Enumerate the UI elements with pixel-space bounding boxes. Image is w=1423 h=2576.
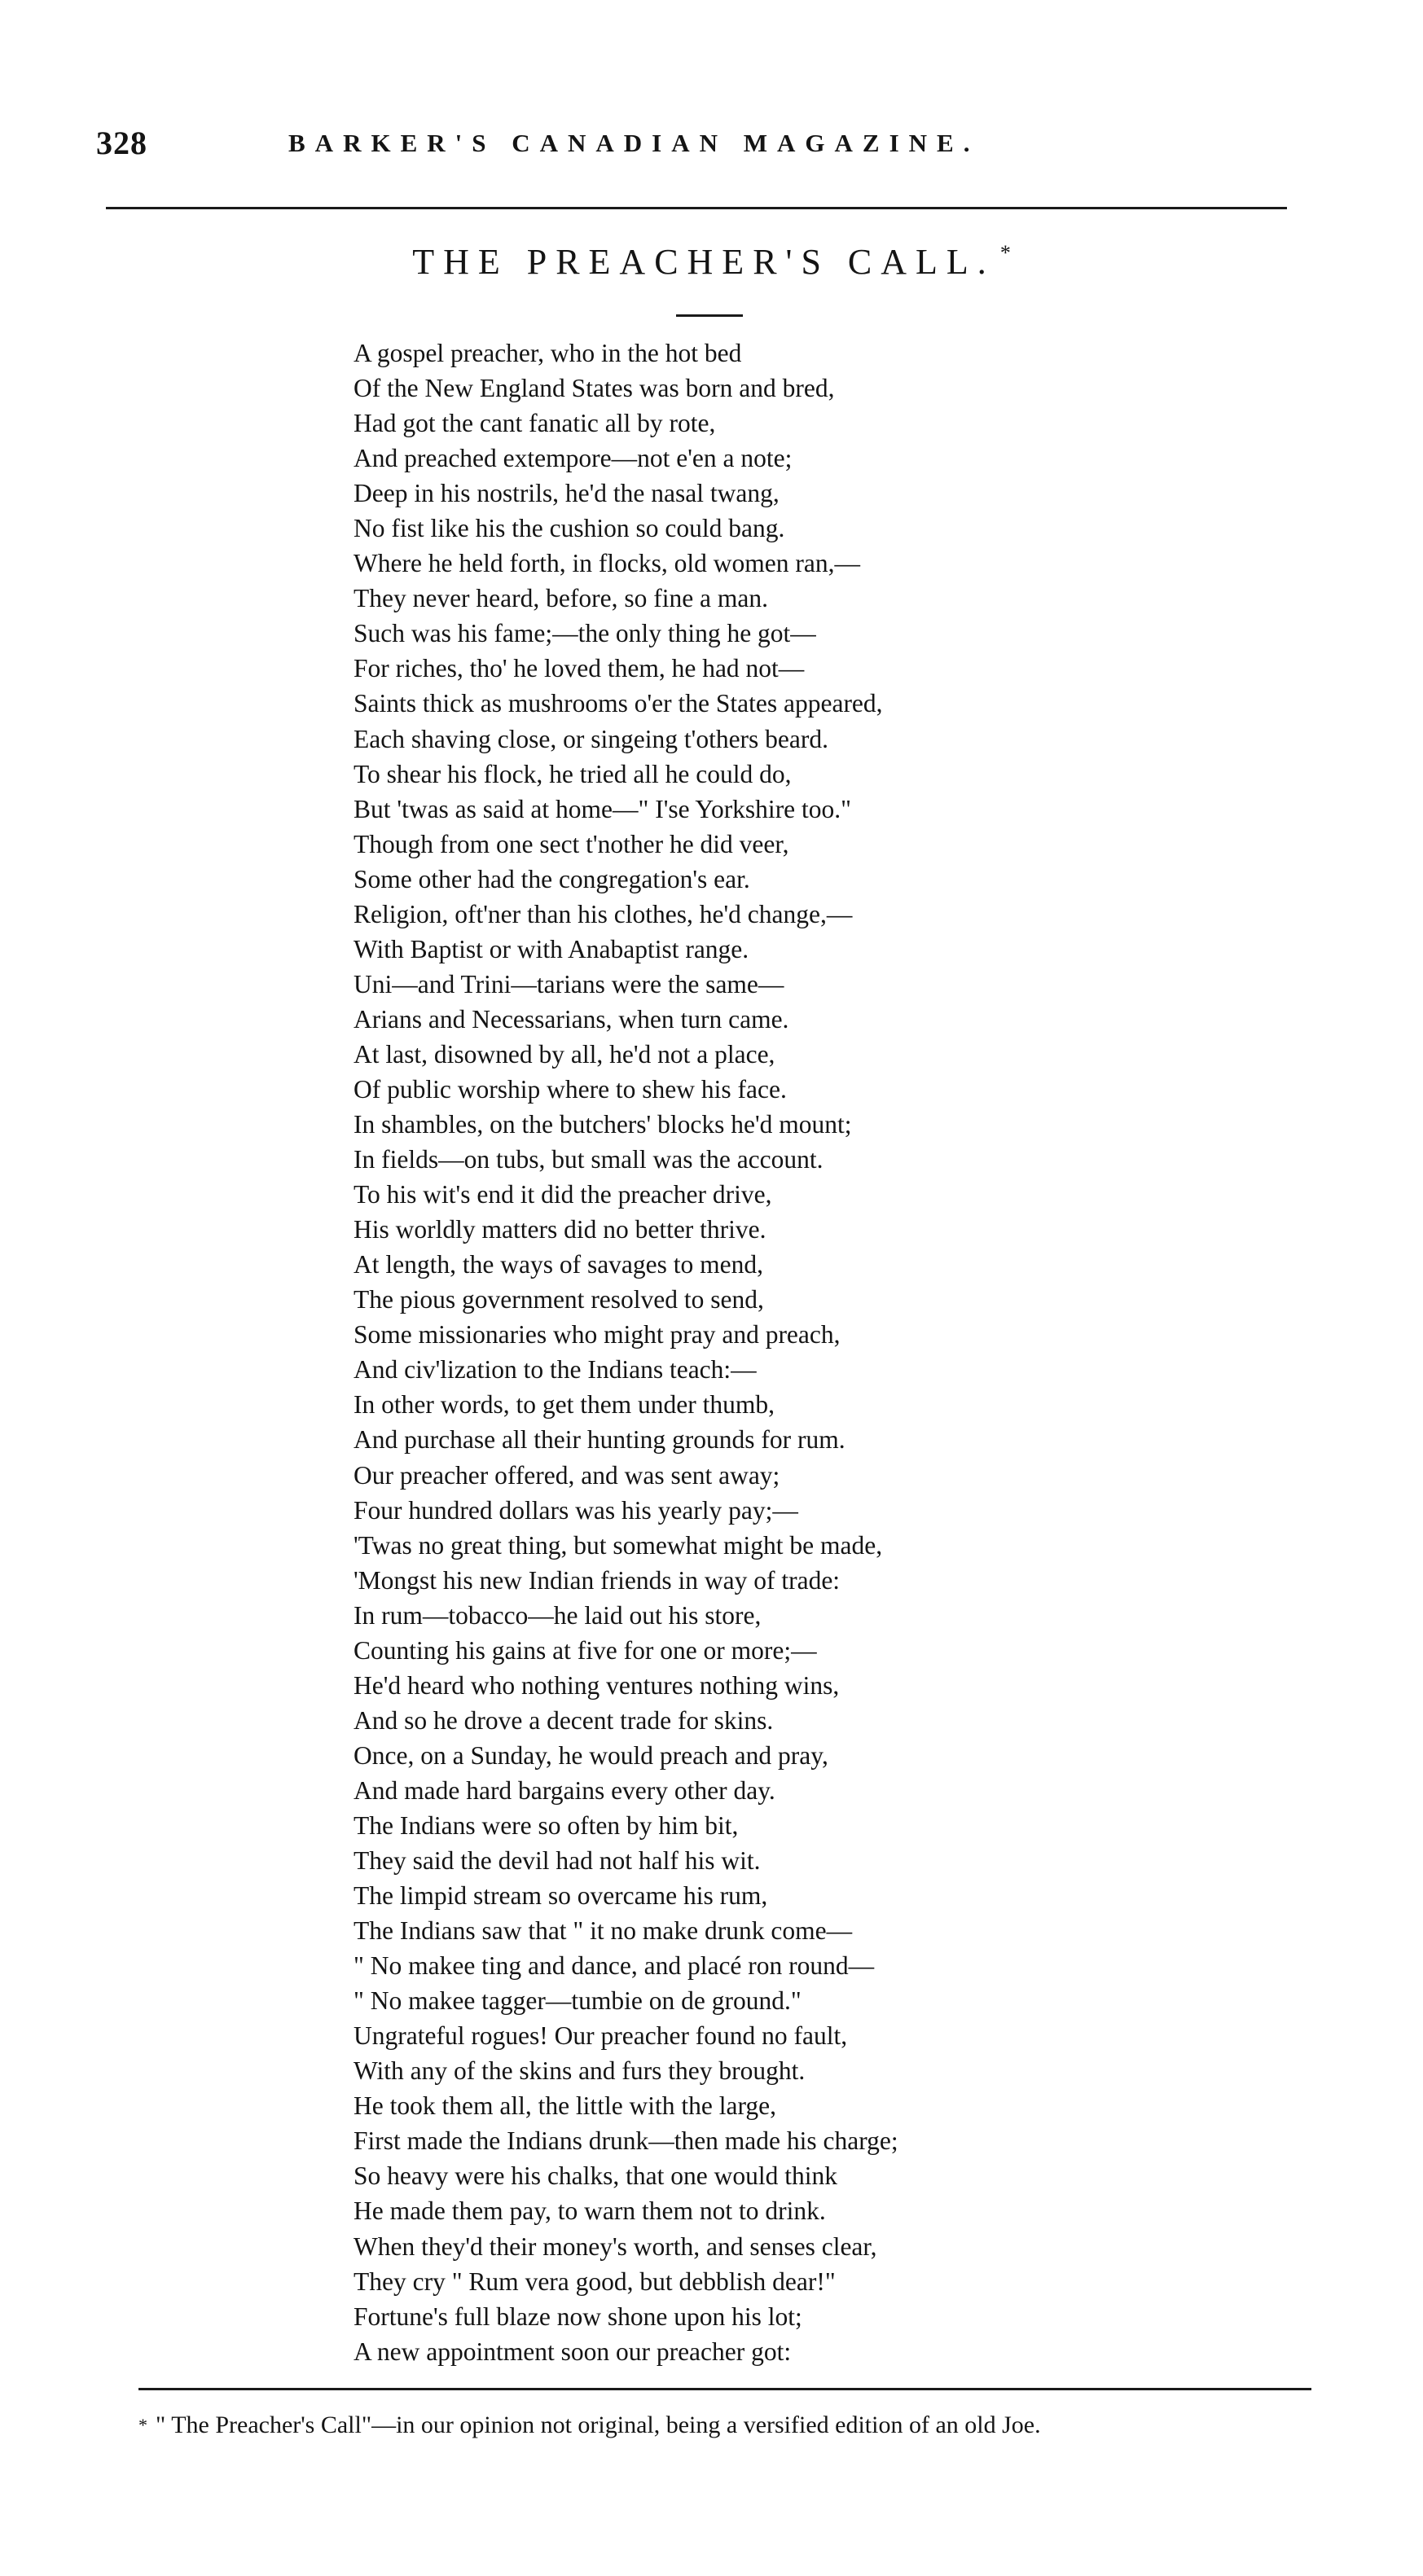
poem-line: The Indians saw that " it no make drunk come— — [354, 1916, 853, 1946]
poem-line: Where he held forth, in flocks, old women ran,— — [354, 549, 860, 578]
poem-line: Counting his gains at five for one or more;— — [354, 1635, 817, 1665]
poem-line: Arians and Necessarians, when turn came. — [354, 1004, 789, 1033]
footnote-mark: * — [138, 2415, 147, 2435]
poem-line: " No makee ting and dance, and placé ron round— — [354, 1951, 875, 1981]
poem-line: A gospel preacher, who in the hot bed — [354, 339, 742, 367]
poem-line: With Baptist or with Anabaptist range. — [354, 934, 749, 963]
poem-line: He made them pay, to warn them not to drink. — [354, 2196, 826, 2226]
poem-line: To shear his flock, he tried all he could do, — [354, 759, 792, 788]
poem-line: Of the New England States was born and bred, — [354, 374, 835, 403]
poem-line: Once, on a Sunday, he would preach and pray, — [354, 1740, 828, 1770]
poem-line: Uni—and Trini—tarians were the same— — [354, 969, 784, 998]
poem-line: " No makee tagger—tumbie on de ground." — [354, 1986, 802, 2016]
poem-line: With any of the skins and furs they brought. — [354, 2056, 806, 2086]
poem-line: Ungrateful rogues! Our preacher found no fault, — [354, 2021, 848, 2051]
poem-line: He'd heard who nothing ventures nothing wins, — [354, 1670, 840, 1700]
poem-line: In shambles, on the butchers' blocks he'd mount; — [354, 1110, 852, 1139]
poem-line: In fields—on tubs, but small was the account. — [354, 1145, 823, 1174]
footnote-marker: * — [999, 241, 1011, 265]
poem-line: Though from one sect t'nother he did veer, — [354, 829, 789, 858]
page-number: 328 — [96, 125, 147, 161]
poem-line: To his wit's end it did the preacher drive, — [354, 1180, 772, 1209]
poem-line: They never heard, before, so fine a man. — [354, 584, 769, 613]
poem-line: And so he drove a decent trade for skins. — [354, 1705, 774, 1735]
poem-line: 'Twas no great thing, but somewhat might be made, — [354, 1530, 883, 1560]
poem-line: No fist like his the cushion so could bang. — [354, 514, 785, 543]
poem-line: Fortune's full blaze now shone upon his lot; — [354, 2302, 802, 2331]
poem-line: The limpid stream so overcame his rum, — [354, 1881, 768, 1911]
running-head: BARKER'S CANADIAN MAGAZINE. — [288, 129, 980, 157]
title-divider — [676, 314, 743, 317]
article-title: THE PREACHER'S CALL. — [412, 242, 995, 282]
footnote-text: " The Preacher's Call"—in our opinion not original, being a versified edition of an old Joe. — [156, 2411, 1041, 2438]
poem-line: When they'd their money's worth, and senses clear, — [354, 2232, 877, 2261]
poem-line: His worldly matters did no better thrive. — [354, 1215, 766, 1244]
poem-line: 'Mongst his new Indian friends in way of trade: — [354, 1565, 841, 1595]
poem-line: Had got the cant fanatic all by rote, — [354, 409, 716, 438]
poem-line: So heavy were his chalks, that one would think — [354, 2161, 838, 2191]
poem-line: In rum—tobacco—he laid out his store, — [354, 1600, 762, 1630]
footnote — [138, 2407, 1328, 2443]
poem-line: Some other had the congregation's ear. — [354, 864, 750, 893]
poem-line: And purchase all their hunting grounds for rum. — [354, 1425, 845, 1455]
article-title-block — [0, 241, 1423, 283]
poem-line: Saints thick as mushrooms o'er the States appeared, — [354, 689, 883, 718]
poem-line: Each shaving close, or singeing t'others beard. — [354, 724, 829, 753]
poem-line: And civ'lization to the Indians teach:— — [354, 1355, 757, 1385]
poem-line: He took them all, the little with the large, — [354, 2091, 777, 2121]
poem-line: Four hundred dollars was his yearly pay;— — [354, 1495, 798, 1525]
poem-line: Our preacher offered, and was sent away; — [354, 1460, 780, 1490]
poem-line: At last, disowned by all, he'd not a place, — [354, 1039, 775, 1069]
poem-line: And preached extempore—not e'en a note; — [354, 444, 793, 473]
poem-line: Some missionaries who might pray and preach, — [354, 1320, 841, 1349]
poem-line: In other words, to get them under thumb, — [354, 1390, 775, 1420]
footnote-divider — [138, 2388, 1311, 2390]
poem-line: Deep in his nostrils, he'd the nasal twang, — [354, 479, 780, 508]
poem-line: First made the Indians drunk—then made his charge; — [354, 2126, 898, 2156]
poem-line: A new appointment soon our preacher got: — [354, 2337, 792, 2366]
poem-line: At length, the ways of savages to mend, — [354, 1250, 764, 1279]
poem-line: They cry " Rum vera good, but debblish dear!" — [354, 2267, 836, 2296]
poem-line: Of public worship where to shew his face. — [354, 1074, 787, 1104]
page-header — [96, 124, 1302, 173]
poem-line: The Indians were so often by him bit, — [354, 1810, 739, 1840]
poem-line: For riches, tho' he loved them, he had not— — [354, 654, 805, 683]
poem-line: But 'twas as said at home—" I'se Yorkshire too." — [354, 794, 852, 823]
poem-text — [354, 336, 1315, 2369]
poem-line: The pious government resolved to send, — [354, 1285, 764, 1314]
header-divider — [106, 207, 1287, 209]
poem-line: And made hard bargains every other day. — [354, 1775, 775, 1805]
poem-line: Such was his fame;—the only thing he got— — [354, 619, 816, 648]
poem-line: They said the devil had not half his wit. — [354, 1846, 761, 1876]
poem-line: Religion, oft'ner than his clothes, he'd change,— — [354, 899, 853, 928]
